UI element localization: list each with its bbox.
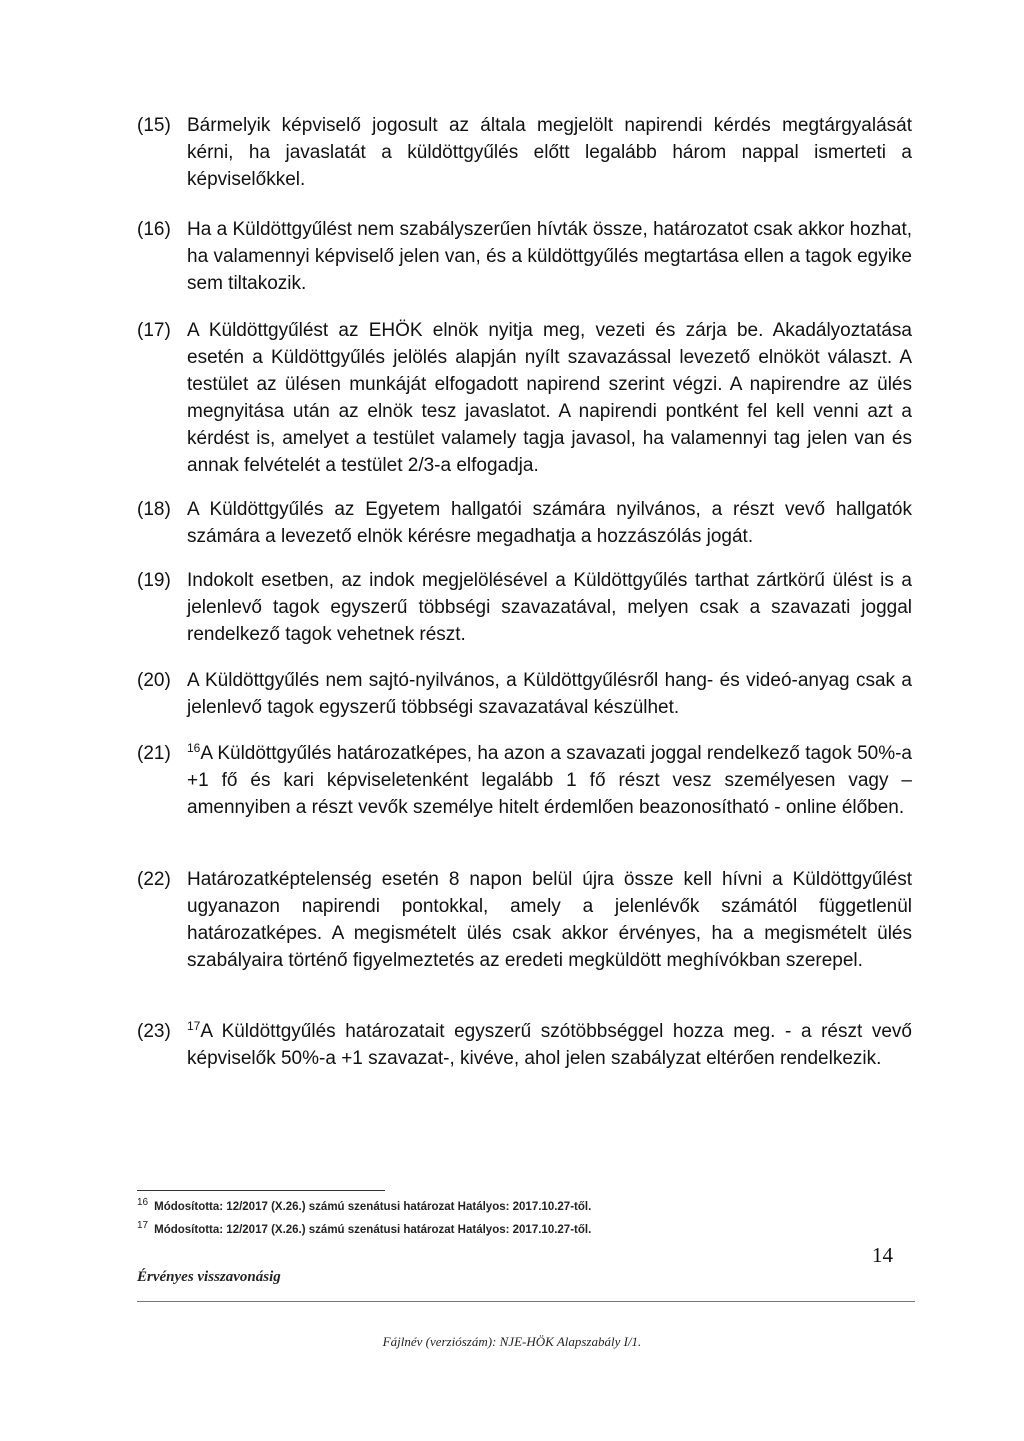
paragraph-text: A Küldöttgyűlés nem sajtó-nyilvános, a Küldöttgyűlésről hang- és videó-anyag csak a jelenlevő tagok egyszerű többségi szavazatával készülhet. <box>187 670 912 718</box>
paragraph-text: Indokolt esetben, az indok megjelölésével a Küldöttgyűlés tarthat zártkörű ülést is a jelenlevő tagok egyszerű többségi szavazatával, melyen csak a szavazati joggal rendelkező tagok vehetnek részt. <box>187 570 912 645</box>
footnote-17 <box>137 1222 591 1238</box>
footnote-text: Módosította: 12/2017 (X.26.) számú szenátusi határozat Hatályos: 2017.10.27-től. <box>154 1201 592 1213</box>
footer-divider <box>137 1301 915 1302</box>
paragraph-number: (19) <box>137 570 171 591</box>
paragraph-text: A Küldöttgyűlést az EHÖK elnök nyitja meg, vezeti és zárja be. Akadályoztatása esetén a Küldöttgyűlés jelölés alapján nyílt szavazással levezető elnököt választ. A testület az ülésen munkáját elfogadott napirend szerint végzi. A napirendre az ülés megnyitása után az elnök tesz javaslatot. A napirendi pontként fel kell venni azt a kérdést is, amelyet a testület valamely tagja javasol, ha valamennyi tag jelen van és annak felvételét a testület 2/3-a elfogadja. <box>187 320 912 476</box>
paragraph-body: A Küldöttgyűlés határozatképes, ha azon a szavazati joggal rendelkező tagok 50%-a +1 fő és kari képviseletenként legalább 1 fő részt vesz személyesen vagy – amennyiben a részt vevők személye hitelt érdemlően beazonosítható - online élőben. <box>187 743 912 818</box>
paragraph-number: (17) <box>137 320 171 341</box>
footnote-reference: 16 <box>187 741 201 755</box>
footnote-divider <box>137 1190 385 1191</box>
paragraph-number: (18) <box>137 499 171 520</box>
paragraph-text: Ha a Küldöttgyűlést nem szabályszerűen hívták össze, határozatot csak akkor hozhat, ha valamennyi képviselő jelen van, és a küldöttgyűlés megtartása ellen a tagok egyike sem tiltakozik. <box>187 219 912 294</box>
paragraph-text: Határozatképtelenség esetén 8 napon belül újra össze kell hívni a Küldöttgyűlést ugyanazon napirendi pontokkal, amely a jelenlévők számától függetlenül határozatképes. A megismételt ülés csak akkor érvényes, ha a megismételt ülés szabályaira történő figyelmeztetés az eredeti megküldött meghívókban szerepel. <box>187 869 912 971</box>
footnote-mark: 16 <box>137 1197 149 1208</box>
paragraph-text <box>187 1018 912 1072</box>
page-number: 14 <box>872 1243 893 1267</box>
validity-note: Érvényes visszavonásig <box>137 1269 281 1285</box>
paragraph-text <box>187 740 912 821</box>
footnote-text: Módosította: 12/2017 (X.26.) számú szenátusi határozat Hatályos: 2017.10.27-től. <box>154 1224 592 1236</box>
paragraph-number: (16) <box>137 219 171 240</box>
footnote-reference: 17 <box>187 1019 201 1033</box>
paragraph-number: (22) <box>137 869 171 890</box>
paragraph-number: (15) <box>137 115 171 136</box>
paragraph-number: (20) <box>137 670 171 691</box>
paragraph-body: A Küldöttgyűlés határozatait egyszerű szótöbbséggel hozza meg. - a részt vevő képviselők 50%-a +1 szavazat-, kivéve, ahol jelen szabályzat eltérően rendelkezik. <box>187 1021 912 1069</box>
file-name-footer: Fájlnév (verziószám): NJE-HÖK Alapszabály I/1. <box>382 1334 642 1349</box>
paragraph-number: (21) <box>137 743 171 764</box>
paragraph-text: A Küldöttgyűlés az Egyetem hallgatói számára nyilvános, a részt vevő hallgatók számára a levezető elnök kérésre megadhatja a hozzászólás jogát. <box>187 499 912 547</box>
footnote-16 <box>137 1199 591 1215</box>
footnote-mark: 17 <box>137 1220 149 1231</box>
paragraph-number: (23) <box>137 1021 171 1042</box>
paragraph-text: Bármelyik képviselő jogosult az általa megjelölt napirendi kérdés megtárgyalását kérni, ha javaslatát a küldöttgyűlés előtt legalább három nappal ismerteti a képviselőkkel. <box>187 115 912 190</box>
